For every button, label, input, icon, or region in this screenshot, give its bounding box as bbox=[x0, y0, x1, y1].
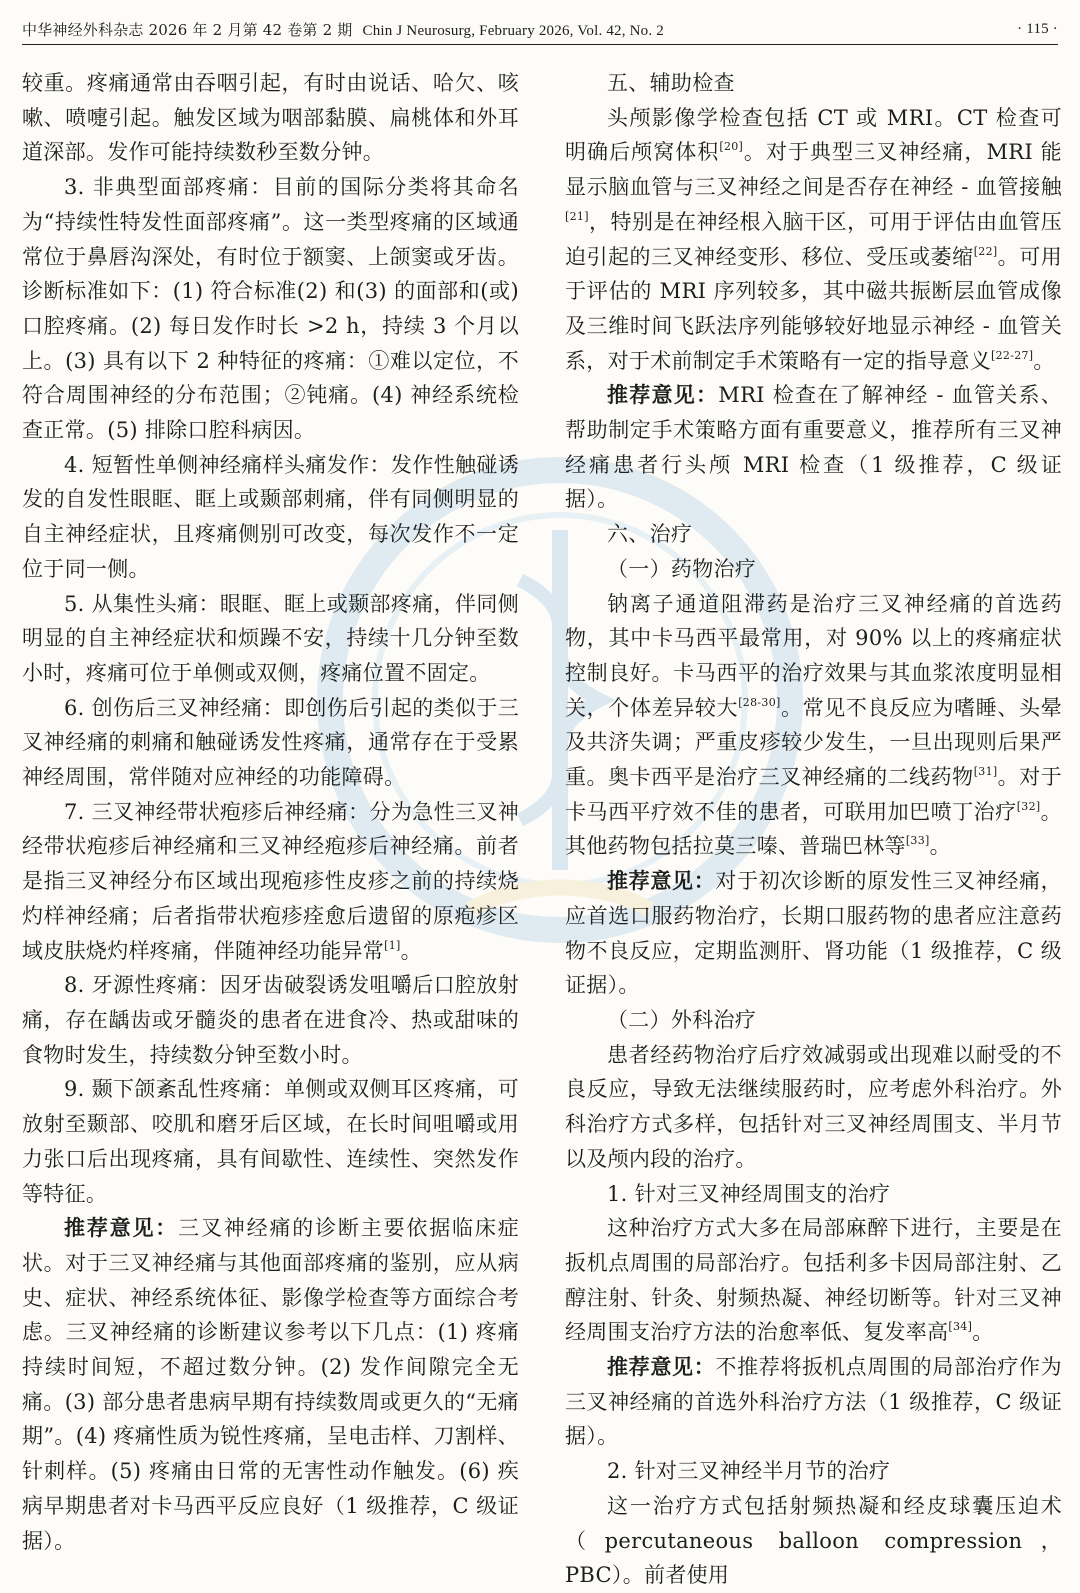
paragraph-text: 这一治疗方式包括射频热凝和经皮球囊压迫术（percutaneous balloon compression，PBC）。前者使用 bbox=[565, 1493, 1062, 1588]
paragraph-text: 。 bbox=[972, 1320, 994, 1345]
citation: [28-30] bbox=[738, 695, 781, 709]
paragraph-text: 。 bbox=[400, 938, 422, 963]
right-column bbox=[565, 66, 1063, 1588]
recommendation-label: 推荐意见： bbox=[64, 1215, 179, 1241]
paragraph bbox=[22, 587, 519, 691]
paragraph bbox=[565, 66, 1062, 101]
paragraph bbox=[22, 66, 519, 170]
paragraph bbox=[22, 170, 519, 448]
paragraph bbox=[565, 1003, 1062, 1038]
journal-info bbox=[22, 19, 664, 40]
paragraph bbox=[22, 795, 519, 969]
running-header bbox=[22, 14, 1058, 45]
paragraph-text: 六、治疗 bbox=[607, 522, 693, 547]
paragraph bbox=[22, 691, 519, 795]
citation: [33] bbox=[905, 834, 930, 848]
citation: [34] bbox=[948, 1320, 973, 1334]
paragraph bbox=[565, 1211, 1062, 1350]
citation: [20] bbox=[719, 140, 744, 154]
paragraph-text: 。对于卡马西平疗效不佳的患者，可联用加巴喷丁治疗 bbox=[565, 765, 1062, 824]
recommendation-label: 推荐意见： bbox=[607, 1354, 716, 1380]
paragraph-text: ，特别是在神经根入脑干区，可用于评估由血管压迫引起的三叉神经变形、移位、受压或萎缩 bbox=[565, 209, 1062, 269]
citation: [1] bbox=[384, 938, 401, 952]
paragraph-text: 8. 牙源性疼痛：因牙齿破裂诱发咀嚼后口腔放射痛，存在龋齿或牙髓炎的患者在进食冷、热或甜味的食物时发生，持续数分钟至数小时。 bbox=[22, 973, 519, 1067]
paragraph-text: 三叉神经痛的诊断主要依据临床症状。对于三叉神经痛与其他面部疼痛的鉴别，应从病史、症状、神经系统体征、影像学检查等方面综合考虑。三叉神经痛的诊断建议参考以下几点：(1) 疼痛持续时间短，不超过数分钟。(2) 发作间隙完全无痛。(3) 部分患者患病早期有持续数周或更久的“无痛期”。(4) 疼痛性质为锐性疼痛，呈电击样、刀割样、针刺样。(5) 疼痛由日常的无害性动作触发。(6) 疾病早期患者对卡马西平反应良好（1 级推荐，C 级证据）。 bbox=[22, 1216, 520, 1553]
paragraph-text: 。 bbox=[1033, 348, 1055, 373]
paragraph-text: 4. 短暂性单侧神经痛样头痛发作：发作性触碰诱发的自发性眼眶、眶上或颞部刺痛，伴有同侧明显的自主神经症状，且疼痛侧别可改变，每次发作不一定位于同一侧。 bbox=[22, 452, 519, 581]
paragraph-text: 7. 三叉神经带状疱疹后神经痛：分为急性三叉神经带状疱疹后神经痛和三叉神经疱疹后神经痛。前者是指三叉神经分布区域出现疱疹性皮疹之前的持续烧灼样神经痛；后者指带状疱疹痊愈后遗留的原疱疹区域皮肤烧灼样疼痛，伴随神经功能异常 bbox=[22, 799, 519, 963]
paragraph-text: 1. 针对三叉神经周围支的治疗 bbox=[607, 1181, 891, 1206]
paragraph-text: 。 bbox=[929, 834, 951, 859]
paragraph-text: 这种治疗方式大多在局部麻醉下进行，主要是在扳机点周围的局部治疗。包括利多卡因局部注射、乙醇注射、针灸、射频热凝、神经切断等。针对三叉神经周围支治疗方法的治愈率低、复发率高 bbox=[565, 1216, 1062, 1345]
paragraph-text: 。可用于评估的 MRI 序列较多，其中磁共振断层血管成像及三维时间飞跃法序列能够较好地显示神经 - 血管关系，对于术前制定手术策略有一定的指导意义 bbox=[565, 244, 1062, 373]
paragraph-text: （二）外科治疗 bbox=[607, 1007, 757, 1032]
paragraph bbox=[565, 864, 1062, 1003]
paragraph-text: 钠离子通道阻滞药是治疗三叉神经痛的首选药物，其中卡马西平最常用，对 90% 以上的疼痛症状控制良好。卡马西平的治疗效果与其血浆浓度明显相关，个体差异较大 bbox=[565, 591, 1062, 720]
citation: [22-27] bbox=[991, 348, 1034, 362]
paragraph-text: 5. 从集性头痛：眼眶、眶上或颞部疼痛，伴同侧明显的自主神经症状和烦躁不安，持续十几分钟至数小时，疼痛可位于单侧或双侧，疼痛位置不固定。 bbox=[22, 591, 519, 685]
paragraph-text: 头颅影像学检查包括 CT 或 MRI。CT 检查可明确后颅窝体积 bbox=[565, 105, 1062, 165]
paragraph-text: 对于初次诊断的原发性三叉神经痛，应首选口服药物治疗，长期口服药物的患者应注意药物不良反应，定期监测肝、肾功能（1 级推荐，C 级证据）。 bbox=[565, 869, 1062, 998]
article-body bbox=[22, 66, 1063, 1588]
paragraph-text: 。对于典型三叉神经痛，MRI 能显示脑血管与三叉神经之间是否存在神经 - 血管接触 bbox=[565, 140, 1062, 200]
left-column bbox=[22, 66, 519, 1566]
paragraph-text: 6. 创伤后三叉神经痛：即创伤后引起的类似于三叉神经痛的刺痛和触碰诱发性疼痛，通常存在于受累神经周围，常伴随对应神经的功能障碍。 bbox=[22, 695, 519, 790]
paragraph bbox=[565, 1489, 1062, 1593]
paragraph bbox=[565, 587, 1062, 865]
paragraph bbox=[565, 1038, 1062, 1177]
citation: [32] bbox=[1016, 799, 1041, 813]
paragraph-text: （一）药物治疗 bbox=[607, 556, 757, 581]
journal-title-cn: 中华神经外科杂志 2026 年 2 月第 42 卷第 2 期 bbox=[22, 20, 353, 39]
paragraph bbox=[565, 101, 1062, 379]
paragraph bbox=[22, 448, 519, 587]
paragraph bbox=[22, 968, 519, 1072]
paragraph-text: 9. 颞下颌紊乱性疼痛：单侧或双侧耳区疼痛，可放射至颞部、咬肌和磨牙后区域，在长时间咀嚼或用力张口后出现疼痛，具有间歇性、连续性、突然发作等特征。 bbox=[22, 1077, 519, 1206]
paragraph bbox=[22, 1211, 519, 1558]
paragraph bbox=[565, 378, 1062, 517]
citation: [22] bbox=[973, 244, 998, 258]
paragraph bbox=[565, 517, 1062, 552]
paragraph-text: 患者经药物治疗后疗效减弱或出现难以耐受的不良反应，导致无法继续服药时，应考虑外科治疗。外科治疗方式多样，包括针对三叉神经周围支、半月节以及颅内段的治疗。 bbox=[565, 1042, 1062, 1171]
recommendation-label: 推荐意见： bbox=[607, 868, 716, 894]
paragraph-text: 较重。疼痛通常由吞咽引起，有时由说话、哈欠、咳嗽、喷嚏引起。触发区域为咽部黏膜、扁桃体和外耳道深部。发作可能持续数秒至数分钟。 bbox=[22, 71, 519, 165]
paragraph bbox=[22, 1072, 519, 1211]
paragraph bbox=[565, 552, 1062, 587]
paragraph-text: MRI 检查在了解神经 - 血管关系、帮助制定手术策略方面有重要意义，推荐所有三叉神经痛患者行头颅 MRI 检查（1 级推荐，C 级证据）。 bbox=[565, 383, 1063, 512]
citation: [21] bbox=[565, 209, 589, 223]
recommendation-label: 推荐意见： bbox=[607, 382, 719, 408]
paragraph-text: 2. 针对三叉神经半月节的治疗 bbox=[607, 1459, 891, 1484]
paragraph bbox=[565, 1454, 1062, 1489]
paragraph bbox=[565, 1350, 1062, 1454]
paragraph-text: 3. 非典型面部疼痛：目前的国际分类将其命名为“持续性特发性面部疼痛”。这一类型疼痛的区域通常位于鼻唇沟深处，有时位于额窦、上颌窦或牙齿。诊断标准如下：(1) 符合标准(2) 和(3) 的面部和(或) 口腔疼痛。(2) 每日发作时长 >2 h，持续 3 个月以上。(3) 具有以下 2 种特征的疼痛：①难以定位，不符合周围神经的分布范围；②钝痛。(4) 神经系统检查正常。(5) 排除口腔科病因。 bbox=[22, 175, 519, 443]
journal-title-en: Chin J Neurosurg, February 2026, Vol. 42, No. 2 bbox=[362, 22, 664, 39]
paragraph-text: 。其他药物包括拉莫三嗪、普瑞巴林等 bbox=[565, 799, 1062, 859]
paragraph-text: 不推荐将扳机点周围的局部治疗作为三叉神经痛的首选外科治疗方法（1 级推荐，C 级证据）。 bbox=[565, 1355, 1062, 1449]
citation: [31] bbox=[973, 765, 998, 779]
paragraph-text: 五、辅助检查 bbox=[607, 71, 735, 95]
paragraph-text: 。常见不良反应为嗜睡、头晕及共济失调；严重皮疹较少发生，一旦出现则后果严重。奥卡西平是治疗三叉神经痛的二线药物 bbox=[565, 695, 1062, 790]
page-number: · 115 · bbox=[1017, 20, 1058, 37]
paragraph bbox=[565, 1177, 1062, 1212]
